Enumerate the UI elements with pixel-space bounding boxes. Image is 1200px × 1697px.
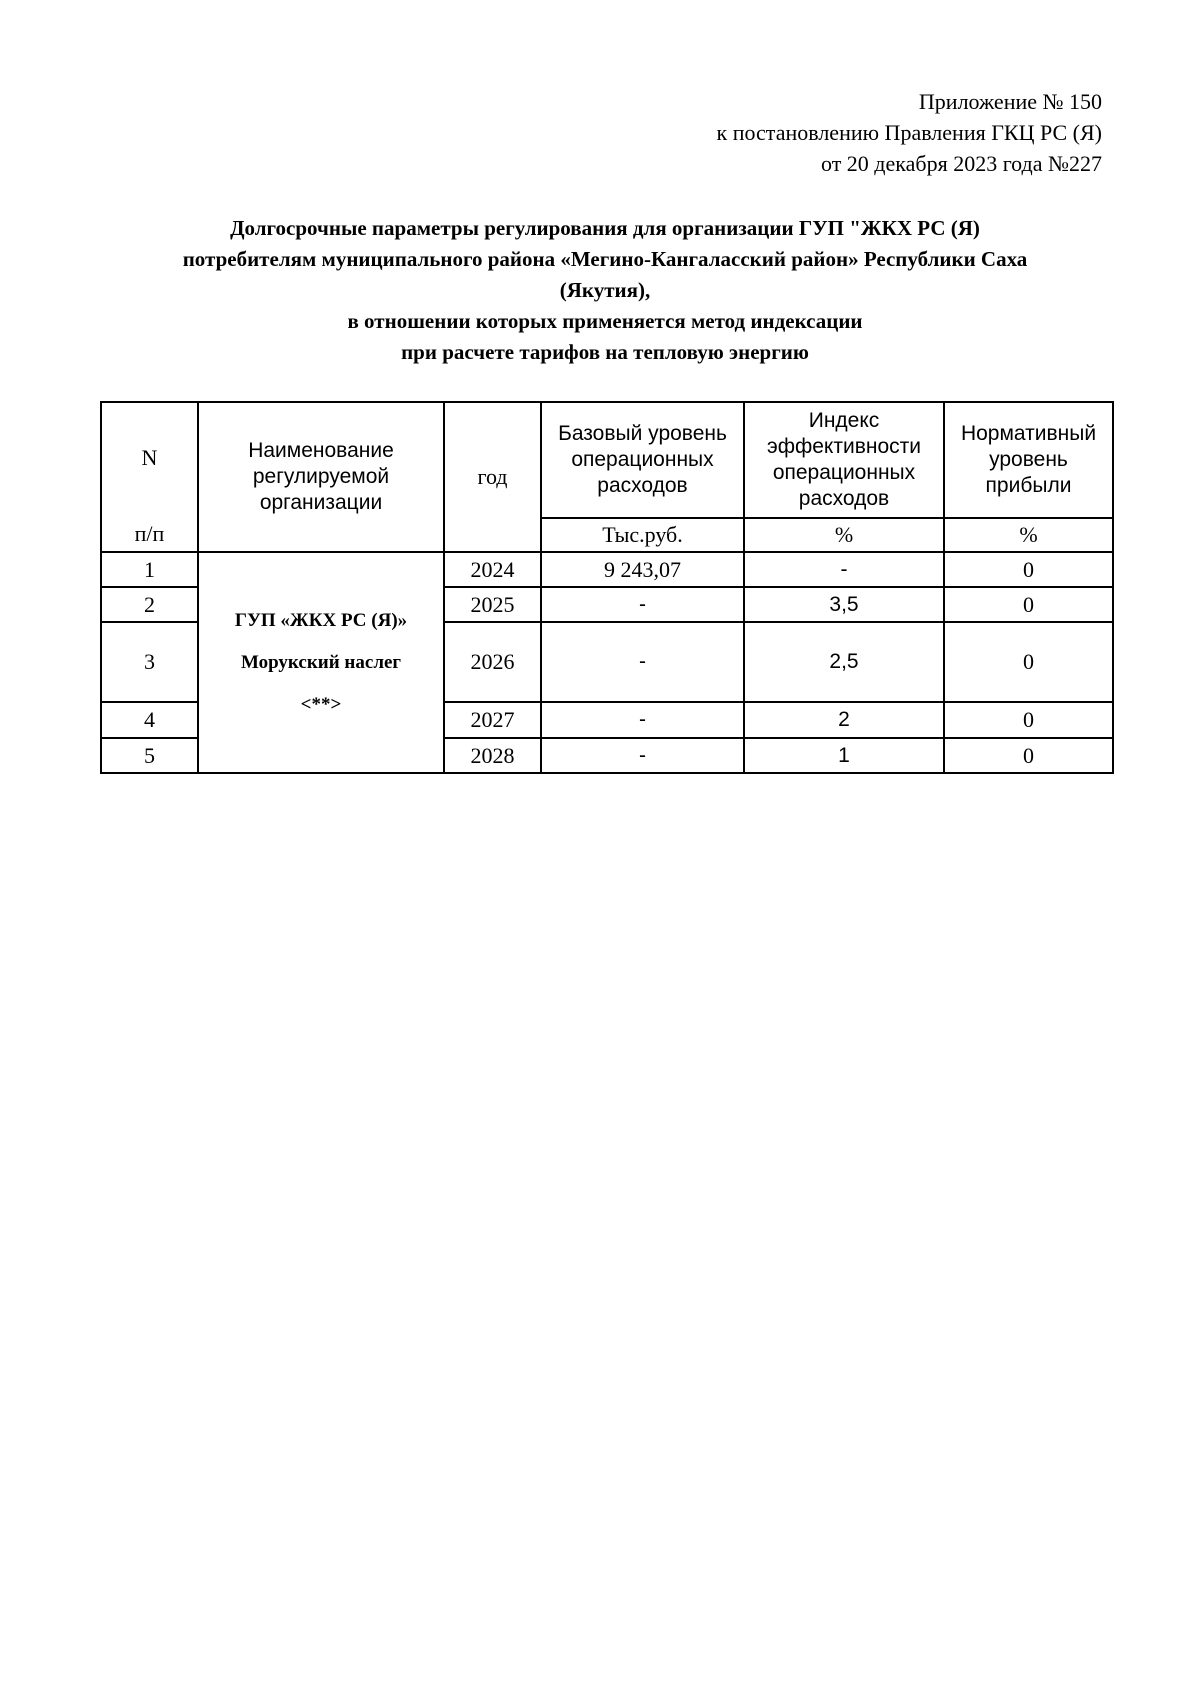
- row-efficiency-index: 1: [744, 738, 944, 773]
- row-profit-level: 0: [944, 587, 1113, 622]
- table-row: [101, 552, 1113, 587]
- row-number: 1: [101, 552, 198, 587]
- appendix-number: Приложение № 150: [918, 89, 1102, 114]
- org-name: ГУП «ЖКХ РС (Я)»: [234, 609, 408, 631]
- row-base-level: -: [541, 738, 744, 773]
- row-profit-level: 0: [944, 702, 1113, 738]
- row-efficiency-index: 2,5: [744, 622, 944, 702]
- row-efficiency-index: 2: [744, 702, 944, 738]
- row-base-level: -: [541, 702, 744, 738]
- row-year: 2026: [444, 622, 541, 702]
- row-year: 2027: [444, 702, 541, 738]
- appendix-reference: [717, 86, 1102, 179]
- regulation-parameters-table: [100, 401, 1114, 774]
- appendix-date: от 20 декабря 2023 года №227: [820, 151, 1102, 176]
- title-line-3: (Якутия),: [559, 278, 651, 302]
- header-org: Наименование регулируемой организации: [198, 402, 444, 552]
- organization-cell: [198, 552, 444, 773]
- org-settlement: Морукский наслег: [240, 651, 402, 673]
- row-base-level: 9 243,07: [541, 552, 744, 587]
- row-efficiency-index: 3,5: [744, 587, 944, 622]
- row-base-level: -: [541, 587, 744, 622]
- title-line-1: Долгосрочные параметры регулирования для организации ГУП "ЖКХ РС (Я): [230, 216, 980, 240]
- title-line-2: потребителям муниципального района «Мегино-Кангаласский район» Республики Саха: [182, 247, 1028, 271]
- table-header-row: [101, 402, 1113, 518]
- row-profit-level: 0: [944, 622, 1113, 702]
- org-note-mark: <**>: [300, 693, 342, 715]
- header-n-pp: п/п: [134, 521, 165, 546]
- row-efficiency-index: -: [744, 552, 944, 587]
- row-base-level: -: [541, 622, 744, 702]
- header-n: N: [141, 445, 158, 470]
- row-number: 5: [101, 738, 198, 773]
- appendix-resolution: к постановлению Правления ГКЦ РС (Я): [716, 120, 1102, 145]
- title-line-4: в отношении которых применяется метод индексации: [347, 309, 863, 333]
- row-year: 2028: [444, 738, 541, 773]
- header-year: год: [444, 402, 541, 552]
- header-profit-level: Нормативный уровень прибыли: [944, 402, 1113, 518]
- title-line-5: при расчете тарифов на тепловую энергию: [401, 340, 809, 364]
- unit-index: %: [744, 518, 944, 552]
- row-year: 2025: [444, 587, 541, 622]
- unit-profit: %: [944, 518, 1113, 552]
- document-title: [100, 213, 1110, 368]
- row-profit-level: 0: [944, 552, 1113, 587]
- unit-base: Тыс.руб.: [541, 518, 744, 552]
- header-base-level: Базовый уровень операционных расходов: [541, 402, 744, 518]
- header-n-cell: [101, 402, 198, 552]
- row-profit-level: 0: [944, 738, 1113, 773]
- row-year: 2024: [444, 552, 541, 587]
- row-number: 2: [101, 587, 198, 622]
- header-efficiency-index: Индекс эффективности операционных расходов: [744, 402, 944, 518]
- row-number: 3: [101, 622, 198, 702]
- row-number: 4: [101, 702, 198, 738]
